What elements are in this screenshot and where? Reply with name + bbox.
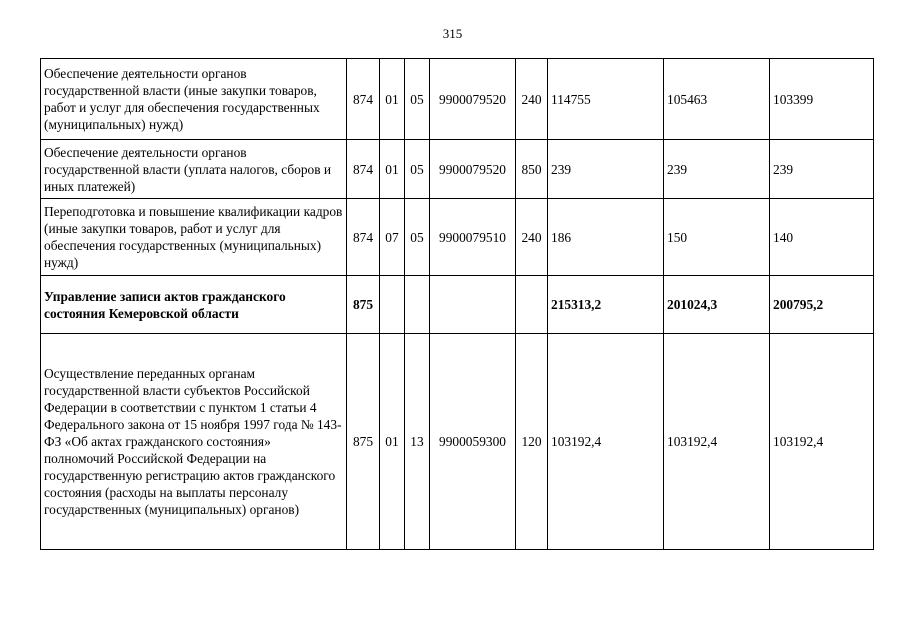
ved-cell: 875 bbox=[347, 334, 380, 550]
amount-year3-cell: 200795,2 bbox=[770, 276, 874, 334]
amount-year1-cell: 103192,4 bbox=[548, 334, 664, 550]
amount-year2-cell: 103192,4 bbox=[664, 334, 770, 550]
rz-cell: 01 bbox=[380, 334, 405, 550]
row-name-cell: Осуществление переданных органам государственной власти субъектов Российской Федерации в соответствии с пунктом 1 статьи 4 Федерального закона от 15 ноября 1997 года № 143-ФЗ «Об актах гражданского состояния» полномочий Российской Федерации на государственную регистрацию актов гражданского состояния (расходы на выплаты персоналу государственных (муниципальных) органов) bbox=[41, 334, 347, 550]
amount-year3-cell: 239 bbox=[770, 140, 874, 199]
row-name-cell: Переподготовка и повышение квалификации кадров (иные закупки товаров, работ и услуг для обеспечения государственных (муниципальных) нужд) bbox=[41, 199, 347, 276]
rz-cell bbox=[380, 276, 405, 334]
ved-cell: 875 bbox=[347, 276, 380, 334]
row-name-cell: Управление записи актов гражданского состояния Кемеровской области bbox=[41, 276, 347, 334]
row-name-cell: Обеспечение деятельности органов государственной власти (уплата налогов, сборов и иных платежей) bbox=[41, 140, 347, 199]
rz-cell: 01 bbox=[380, 59, 405, 140]
csr-cell: 9900079520 bbox=[430, 59, 516, 140]
amount-year2-cell: 105463 bbox=[664, 59, 770, 140]
table-row bbox=[41, 140, 874, 199]
amount-year1-cell: 239 bbox=[548, 140, 664, 199]
amount-year2-cell: 150 bbox=[664, 199, 770, 276]
pr-cell: 05 bbox=[405, 199, 430, 276]
page-number: 315 bbox=[442, 26, 463, 41]
table-row bbox=[41, 59, 874, 140]
vr-cell: 120 bbox=[516, 334, 548, 550]
table-row-section-header bbox=[41, 276, 874, 334]
table-row bbox=[41, 199, 874, 276]
amount-year1-cell: 114755 bbox=[548, 59, 664, 140]
amount-year3-cell: 103399 bbox=[770, 59, 874, 140]
csr-cell: 9900079520 bbox=[430, 140, 516, 199]
row-name-cell: Обеспечение деятельности органов государственной власти (иные закупки товаров, работ и услуг для обеспечения государственных (муниципальных) нужд) bbox=[41, 59, 347, 140]
pr-cell: 13 bbox=[405, 334, 430, 550]
vr-cell bbox=[516, 276, 548, 334]
ved-cell: 874 bbox=[347, 59, 380, 140]
amount-year3-cell: 140 bbox=[770, 199, 874, 276]
pr-cell: 05 bbox=[405, 59, 430, 140]
amount-year3-cell: 103192,4 bbox=[770, 334, 874, 550]
vr-cell: 850 bbox=[516, 140, 548, 199]
table-row bbox=[41, 334, 874, 550]
budget-table bbox=[40, 58, 874, 550]
amount-year1-cell: 215313,2 bbox=[548, 276, 664, 334]
amount-year1-cell: 186 bbox=[548, 199, 664, 276]
csr-cell: 9900079510 bbox=[430, 199, 516, 276]
csr-cell bbox=[430, 276, 516, 334]
amount-year2-cell: 239 bbox=[664, 140, 770, 199]
vr-cell: 240 bbox=[516, 59, 548, 140]
rz-cell: 01 bbox=[380, 140, 405, 199]
csr-cell: 9900059300 bbox=[430, 334, 516, 550]
rz-cell: 07 bbox=[380, 199, 405, 276]
ved-cell: 874 bbox=[347, 140, 380, 199]
ved-cell: 874 bbox=[347, 199, 380, 276]
pr-cell bbox=[405, 276, 430, 334]
pr-cell: 05 bbox=[405, 140, 430, 199]
vr-cell: 240 bbox=[516, 199, 548, 276]
amount-year2-cell: 201024,3 bbox=[664, 276, 770, 334]
